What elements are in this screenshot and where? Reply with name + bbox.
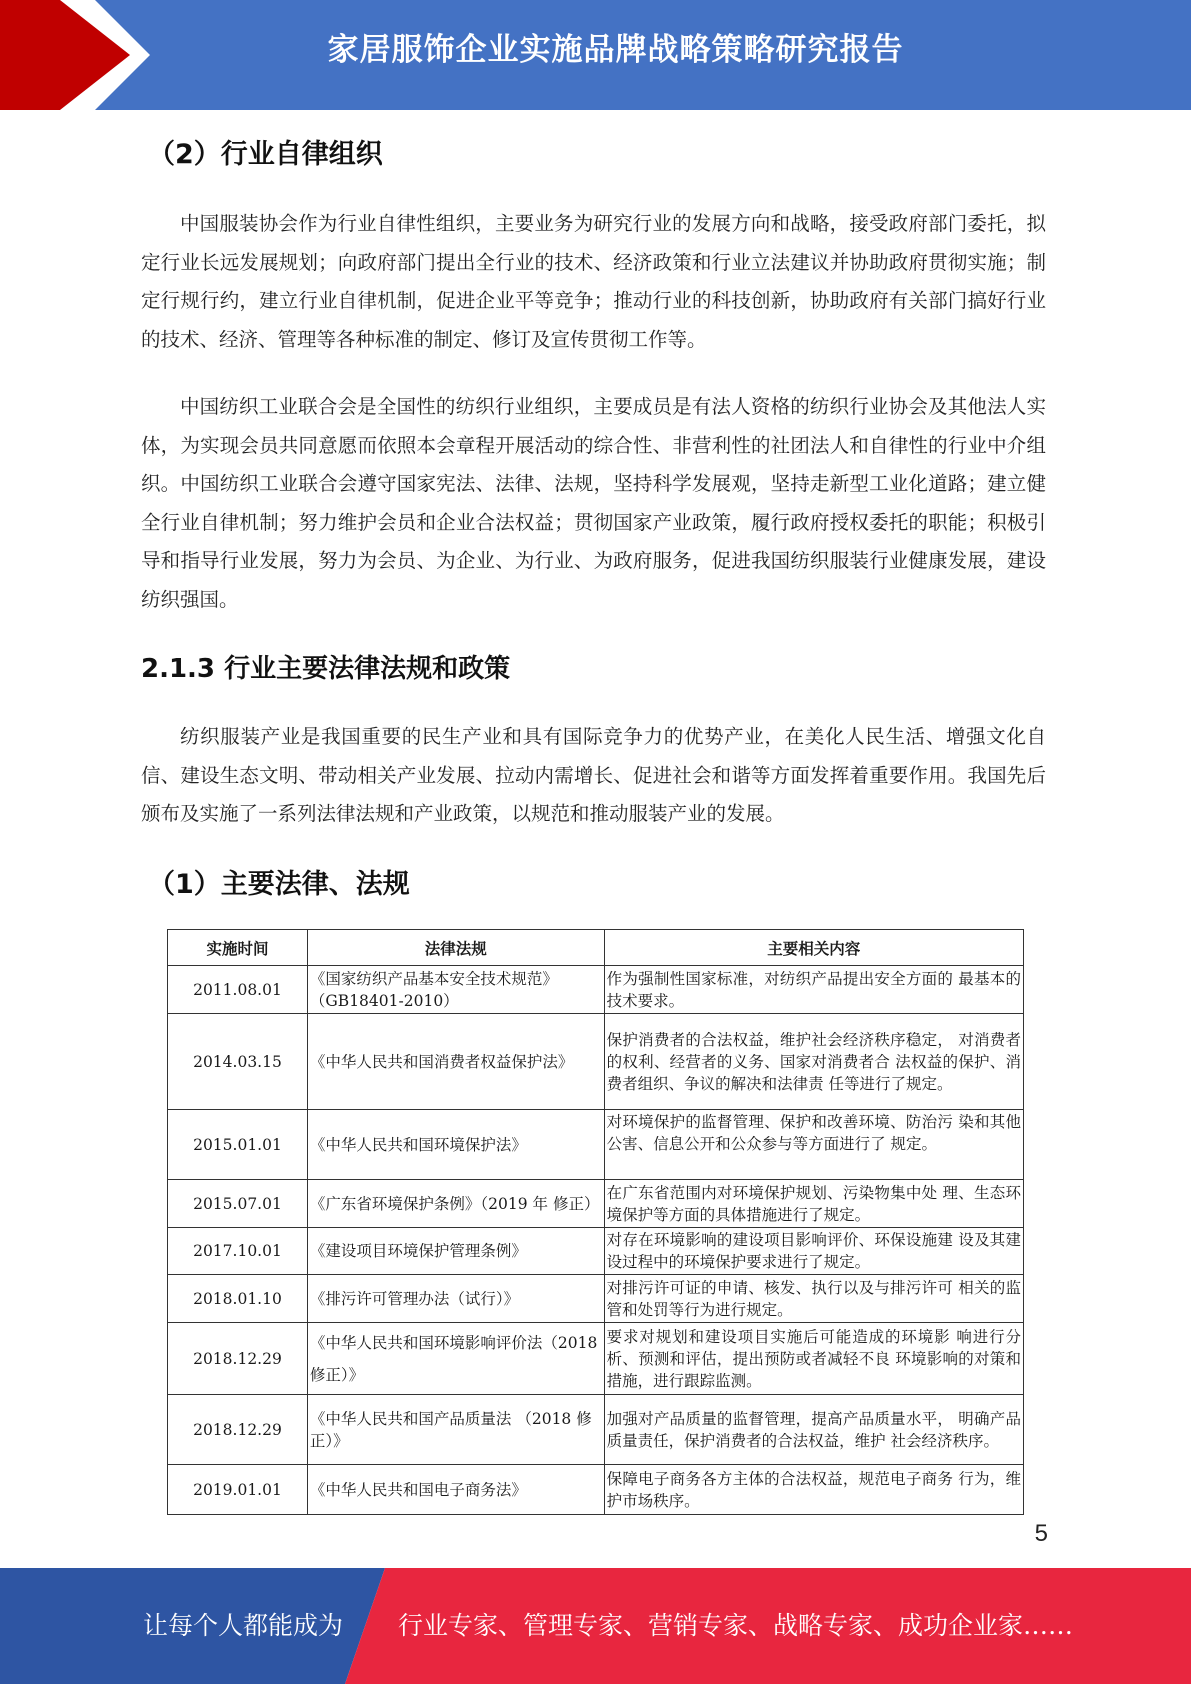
cell-law — [307, 966, 604, 1014]
cell-desc: 在广东省范围内对环境保护规划、污染物集中处 理、生态环境保护等方面的具体措施进行了规定。 — [604, 1180, 1023, 1228]
cell-date: 2019.01.01 — [168, 1465, 308, 1515]
cell-desc: 对环境保护的监督管理、保护和改善环境、防治污 染和其他公害、信息公开和公众参与等方面进行了 规定。 — [604, 1110, 1023, 1180]
header-chevron-decoration — [0, 0, 160, 110]
footer-slogan-left: 让每个人都能成为 — [143, 1611, 344, 1640]
table-row — [168, 966, 1024, 1014]
table-header-row — [168, 930, 1024, 966]
section-heading-self-regulatory: （2）行业自律组织 — [148, 139, 383, 170]
table-row — [168, 1323, 1024, 1395]
table-row — [168, 1465, 1024, 1515]
cell-desc: 保护消费者的合法权益，维护社会经济秩序稳定， 对消费者的权利、经营者的义务、国家对消费者合 法权益的保护、消费者组织、争议的解决和法律责 任等进行了规定。 — [604, 1014, 1023, 1110]
paragraph-textile-federation: 中国纺织工业联合会是全国性的纺织行业组织，主要成员是有法人资格的纺织行业协会及其他法人实体，为实现会员共同意愿而依照本会章程开展活动的综合性、非营利性的社团法人和自律性的行业中介组织。中国纺织工业联合会遵守国家宪法、法律、法规，坚持科学发展观，坚持走新型工业化道路；建立健全行业自律机制；努力维护会员和企业合法权益；贯彻国家产业政策，履行政府授权委托的职能；积极引导和指导行业发展，努力为会员、为企业、为行业、为政府服务，促进我国纺织服装行业健康发展，建设纺织强国。 — [141, 395, 1046, 611]
cell-law: 《中华人民共和国环境影响评价法（2018 修正）》 — [307, 1323, 604, 1395]
cell-date: 2018.12.29 — [168, 1323, 308, 1395]
footer-slogan-right: 行业专家、管理专家、营销专家、战略专家、成功企业家…… — [398, 1611, 1074, 1640]
page-number: 5 — [1034, 1520, 1048, 1547]
table-row — [168, 1014, 1024, 1110]
section-heading-laws-policies: 2.1.3 行业主要法律法规和政策 — [141, 654, 511, 684]
cell-law: 《建设项目环境保护管理条例》 — [307, 1228, 604, 1275]
table-row — [168, 1180, 1024, 1228]
cell-date: 2018.12.29 — [168, 1395, 308, 1465]
cell-desc: 对排污许可证的申请、核发、执行以及与排污许可 相关的监管和处罚等行为进行规定。 — [604, 1275, 1023, 1323]
paragraph-textile-industry: 纺织服装产业是我国重要的民生产业和具有国际竞争力的优势产业，在美化人民生活、增强文化自信、建设生态文明、带动相关产业发展、拉动内需增长、促进社会和谐等方面发挥着重要作用。我国先后颁布及实施了一系列法律法规和产业政策，以规范和推动服装产业的发展。 — [141, 725, 1046, 825]
cell-law-text: 《国家纺织产品基本安全技术规范》（GB18401-2010） — [309, 969, 558, 1010]
cell-date: 2017.10.01 — [168, 1228, 308, 1275]
cell-desc: 保障电子商务各方主体的合法权益，规范电子商务 行为，维护市场秩序。 — [604, 1465, 1023, 1515]
subheading-main-laws: （1）主要法律、法规 — [148, 869, 410, 900]
cell-date: 2015.07.01 — [168, 1180, 308, 1228]
cell-law: 《广东省环境保护条例》（2019 年 修正） — [307, 1180, 604, 1228]
table-row — [168, 1275, 1024, 1323]
table-row — [168, 1110, 1024, 1180]
cell-date: 2014.03.15 — [168, 1014, 308, 1110]
cell-law: 《中华人民共和国电子商务法》 — [307, 1465, 604, 1515]
paragraph-garment-association: 中国服装协会作为行业自律性组织，主要业务为研究行业的发展方向和战略，接受政府部门委托，拟定行业长远发展规划；向政府部门提出全行业的技术、经济政策和行业立法建议并协助政府贯彻实施；制定行规行约，建立行业自律机制，促进企业平等竞争；推动行业的科技创新，协助政府有关部门搞好行业的技术、经济、管理等各种标准的制定、修订及宣传贯彻工作等。 — [141, 212, 1046, 351]
cell-desc: 作为强制性国家标准，对纺织产品提出安全方面的 最基本的技术要求。 — [604, 966, 1023, 1014]
laws-table — [167, 929, 1024, 1515]
cell-desc: 对存在环境影响的建设项目影响评价、环保设施建 设及其建设过程中的环境保护要求进行了规定。 — [604, 1228, 1023, 1275]
page-header — [0, 0, 1191, 110]
cell-date: 2018.01.10 — [168, 1275, 308, 1323]
column-header-law: 法律法规 — [307, 930, 604, 966]
cell-desc: 要求对规划和建设项目实施后可能造成的环境影 响进行分析、预测和评估，提出预防或者减轻不良 环境影响的对策和措施，进行跟踪监测。 — [604, 1323, 1023, 1395]
cell-law: 《排污许可管理办法（试行）》 — [307, 1275, 604, 1323]
table-row — [168, 1395, 1024, 1465]
page-footer — [0, 1568, 1191, 1684]
cell-law: 《中华人民共和国消费者权益保护法》 — [307, 1014, 604, 1110]
cell-law: 《中华人民共和国环境保护法》 — [307, 1110, 604, 1180]
cell-desc: 加强对产品质量的监督管理，提高产品质量水平， 明确产品质量责任，保护消费者的合法权益，维护 社会经济秩序。 — [604, 1395, 1023, 1465]
column-header-content: 主要相关内容 — [604, 930, 1023, 966]
column-header-date: 实施时间 — [168, 930, 308, 966]
cell-law: 《中华人民共和国产品质量法 （2018 修正）》 — [307, 1395, 604, 1465]
cell-date: 2015.01.01 — [168, 1110, 308, 1180]
cell-date: 2011.08.01 — [168, 966, 308, 1014]
table-row — [168, 1228, 1024, 1275]
report-title: 家居服饰企业实施品牌战略策略研究报告 — [327, 32, 904, 68]
